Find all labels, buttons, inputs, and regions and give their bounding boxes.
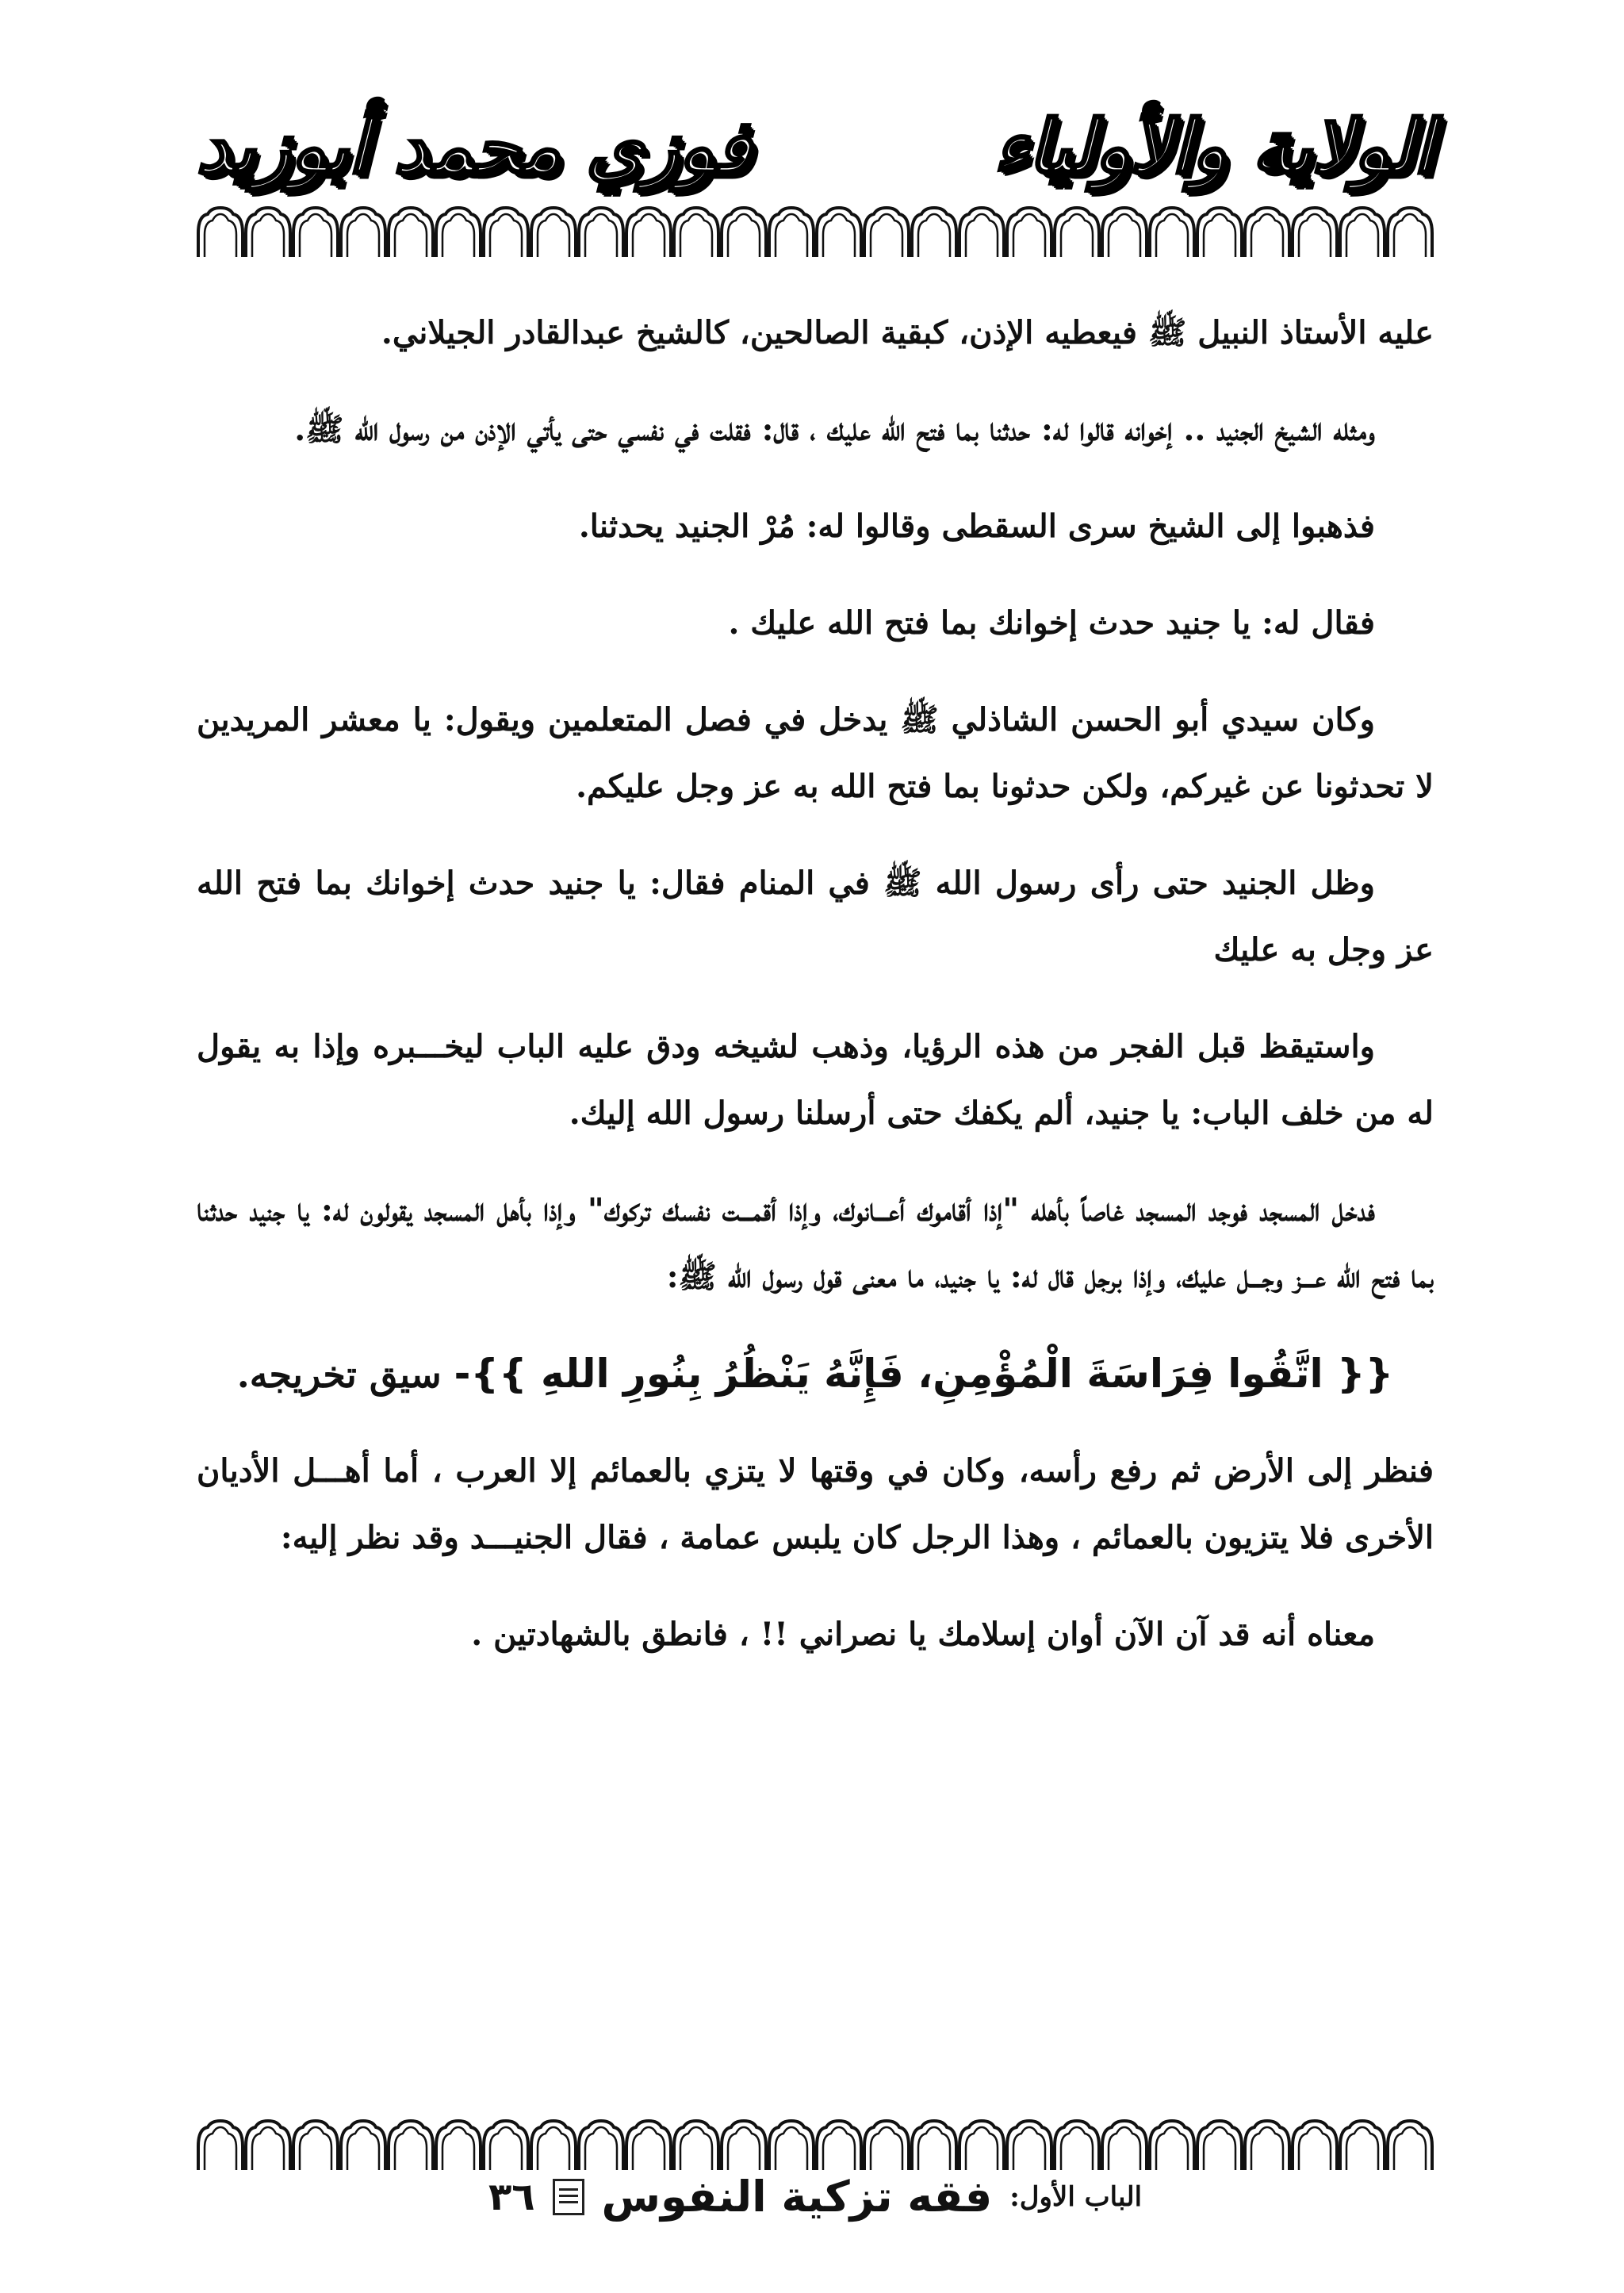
arch-ornament-inner bbox=[1109, 214, 1140, 257]
arch-ornament-inner bbox=[1299, 2127, 1331, 2170]
arch-ornament-inner bbox=[871, 214, 902, 257]
footer-chapter-title: فقه تزكية النفوس bbox=[601, 2172, 993, 2222]
arch-ornament-inner bbox=[1346, 2127, 1378, 2170]
paragraph-10: معناه أنه قد آن الآن أوان إسلامك يا نصراني !! ، فانطق بالشهادتين . bbox=[471, 1616, 1375, 1653]
paragraph-8: فدخل المسجد فوجد المسجد غاصاً بأهله "إذا أقاموك أعـــانوك، وإذا أقمـــت نفسك تركوك" وإذا بأهل المسجد يقولون له: يا جنيد حدثنا بما فتح الله عـــز وجـــل عليك، وإذا برجل قال له: يا جنيد، ما معنى قول رسول الله ﷺ: bbox=[197, 1191, 1434, 1295]
paragraph-9: فنظر إلى الأرض ثم رفع رأسه، وكان في وقتها لا يتزي بالعمائم إلا العرب ، أما أهـــل الأديان الأخرى فلا يتزيون بالعمائم ، وهذا الرجل كان يلبس عمامة ، فقال الجنيـــد وقد نظر إليه: bbox=[197, 1452, 1434, 1556]
book-icon bbox=[553, 2179, 584, 2215]
arch-ornament-inner bbox=[538, 2127, 569, 2170]
page-header bbox=[197, 95, 1434, 222]
paragraph-1: عليه الأستاذ النبيل ﷺ فيعطيه الإذن، كبقية الصالحين، كالشيخ عبدالقادر الجيلاني. bbox=[381, 314, 1434, 351]
arch-ornament-inner bbox=[205, 2127, 236, 2170]
arch-ornament-inner bbox=[442, 2127, 474, 2170]
paragraph-2: ومثله الشيخ الجنيد .. إخوانه قالوا له: حدثنا بما فتح الله عليك ، قال: فقلت في نفسي حتى يأتي الإذن من رسول الله ﷺ. bbox=[294, 411, 1375, 448]
book-title: الولاية والأولياء bbox=[994, 104, 1434, 190]
arch-ornament-inner bbox=[776, 2127, 807, 2170]
page-footer bbox=[197, 2172, 1434, 2243]
arch-ornament-inner bbox=[633, 214, 665, 257]
arch-ornament-inner bbox=[823, 214, 855, 257]
page-body bbox=[197, 300, 1434, 1698]
paragraph-3: فذهبوا إلى الشيخ سرى السقطى وقالوا له: مُرْ الجنيد يحدثنا. bbox=[578, 508, 1375, 545]
arch-ornament-inner bbox=[395, 2127, 427, 2170]
paragraph-6: وظل الجنيد حتى رأى رسول الله ﷺ في المنام فقال: يا جنيد حدث إخوانك بما فتح الله عز وجل به عليك bbox=[197, 865, 1434, 968]
arch-ornament-inner bbox=[776, 214, 807, 257]
arch-ornament-inner bbox=[538, 214, 569, 257]
arch-ornament-inner bbox=[1346, 214, 1378, 257]
arch-ornament-inner bbox=[823, 2127, 855, 2170]
arch-ornament-inner bbox=[1394, 2127, 1426, 2170]
arch-ornament-inner bbox=[1013, 2127, 1045, 2170]
arch-ornament-inner bbox=[1299, 214, 1331, 257]
hadith-reference: سيق تخريجه. bbox=[236, 1353, 454, 1396]
arch-ornament-inner bbox=[205, 214, 236, 257]
arch-ornament-inner bbox=[252, 214, 284, 257]
page-number: ٣٦ bbox=[488, 2174, 535, 2219]
arch-ornament-inner bbox=[300, 2127, 331, 2170]
arch-ornament-inner bbox=[1251, 214, 1283, 257]
paragraph-7: واستيقظ قبل الفجر من هذه الرؤيا، وذهب لشيخه ودق عليه الباب ليخـــبره وإذا به يقول له من خلف الباب: يا جنيد، ألم يكفك حتى أرسلنا رسول الله إليك. bbox=[197, 1028, 1434, 1132]
arch-ornament-inner bbox=[871, 2127, 902, 2170]
arch-ornament-inner bbox=[347, 214, 379, 257]
arch-ornament-inner bbox=[1013, 214, 1045, 257]
arch-ornament-inner bbox=[1156, 2127, 1188, 2170]
hadith-text: {{ اتَّقُوا فِرَاسَةَ الْمُؤْمِنِ، فَإِنَّهُ يَنْظُرُ بِنُورِ اللهِ }}- bbox=[454, 1351, 1394, 1397]
arch-ornament-inner bbox=[1109, 2127, 1140, 2170]
arch-ornament-inner bbox=[728, 2127, 760, 2170]
arch-ornament-inner bbox=[918, 214, 950, 257]
arch-ornament-inner bbox=[1156, 214, 1188, 257]
arch-ornament-inner bbox=[252, 2127, 284, 2170]
hadith-quote bbox=[197, 1340, 1434, 1408]
arch-ornament-inner bbox=[1061, 214, 1093, 257]
paragraph-5: وكان سيدي أبو الحسن الشاذلي ﷺ يدخل في فصل المتعلمين ويقول: يا معشر المريدين لا تحدثونا عن غيركم، ولكن حدثونا بما فتح الله به عز وجل عليكم. bbox=[197, 701, 1434, 805]
arch-ornament-inner bbox=[442, 214, 474, 257]
arch-ornament-inner bbox=[1394, 214, 1426, 257]
top-ornamental-border bbox=[197, 205, 1434, 259]
bottom-ornamental-border bbox=[197, 2118, 1434, 2172]
arch-ornament-inner bbox=[633, 2127, 665, 2170]
arch-ornament-inner bbox=[347, 2127, 379, 2170]
arch-ornament-inner bbox=[395, 214, 427, 257]
footer-chapter-label: الباب الأول: bbox=[1009, 2180, 1143, 2213]
arch-ornament-inner bbox=[680, 2127, 712, 2170]
arch-ornament-inner bbox=[585, 2127, 617, 2170]
arch-ornament-inner bbox=[585, 214, 617, 257]
arch-ornament-inner bbox=[1204, 214, 1235, 257]
paragraph-4: فقال له: يا جنيد حدث إخوانك بما فتح الله عليك . bbox=[728, 604, 1375, 642]
arch-ornament-inner bbox=[680, 214, 712, 257]
arch-ornament-inner bbox=[1204, 2127, 1235, 2170]
arch-ornament-inner bbox=[966, 214, 998, 257]
arch-ornament-inner bbox=[728, 214, 760, 257]
arch-ornament-inner bbox=[918, 2127, 950, 2170]
arch-ornament-inner bbox=[300, 214, 331, 257]
arch-ornament-inner bbox=[490, 2127, 522, 2170]
arch-ornament-inner bbox=[966, 2127, 998, 2170]
arch-ornament-inner bbox=[1061, 2127, 1093, 2170]
arch-ornament-inner bbox=[1251, 2127, 1283, 2170]
author-name: فوزي محمد أبوزيد bbox=[197, 104, 752, 190]
arch-ornament-inner bbox=[490, 214, 522, 257]
